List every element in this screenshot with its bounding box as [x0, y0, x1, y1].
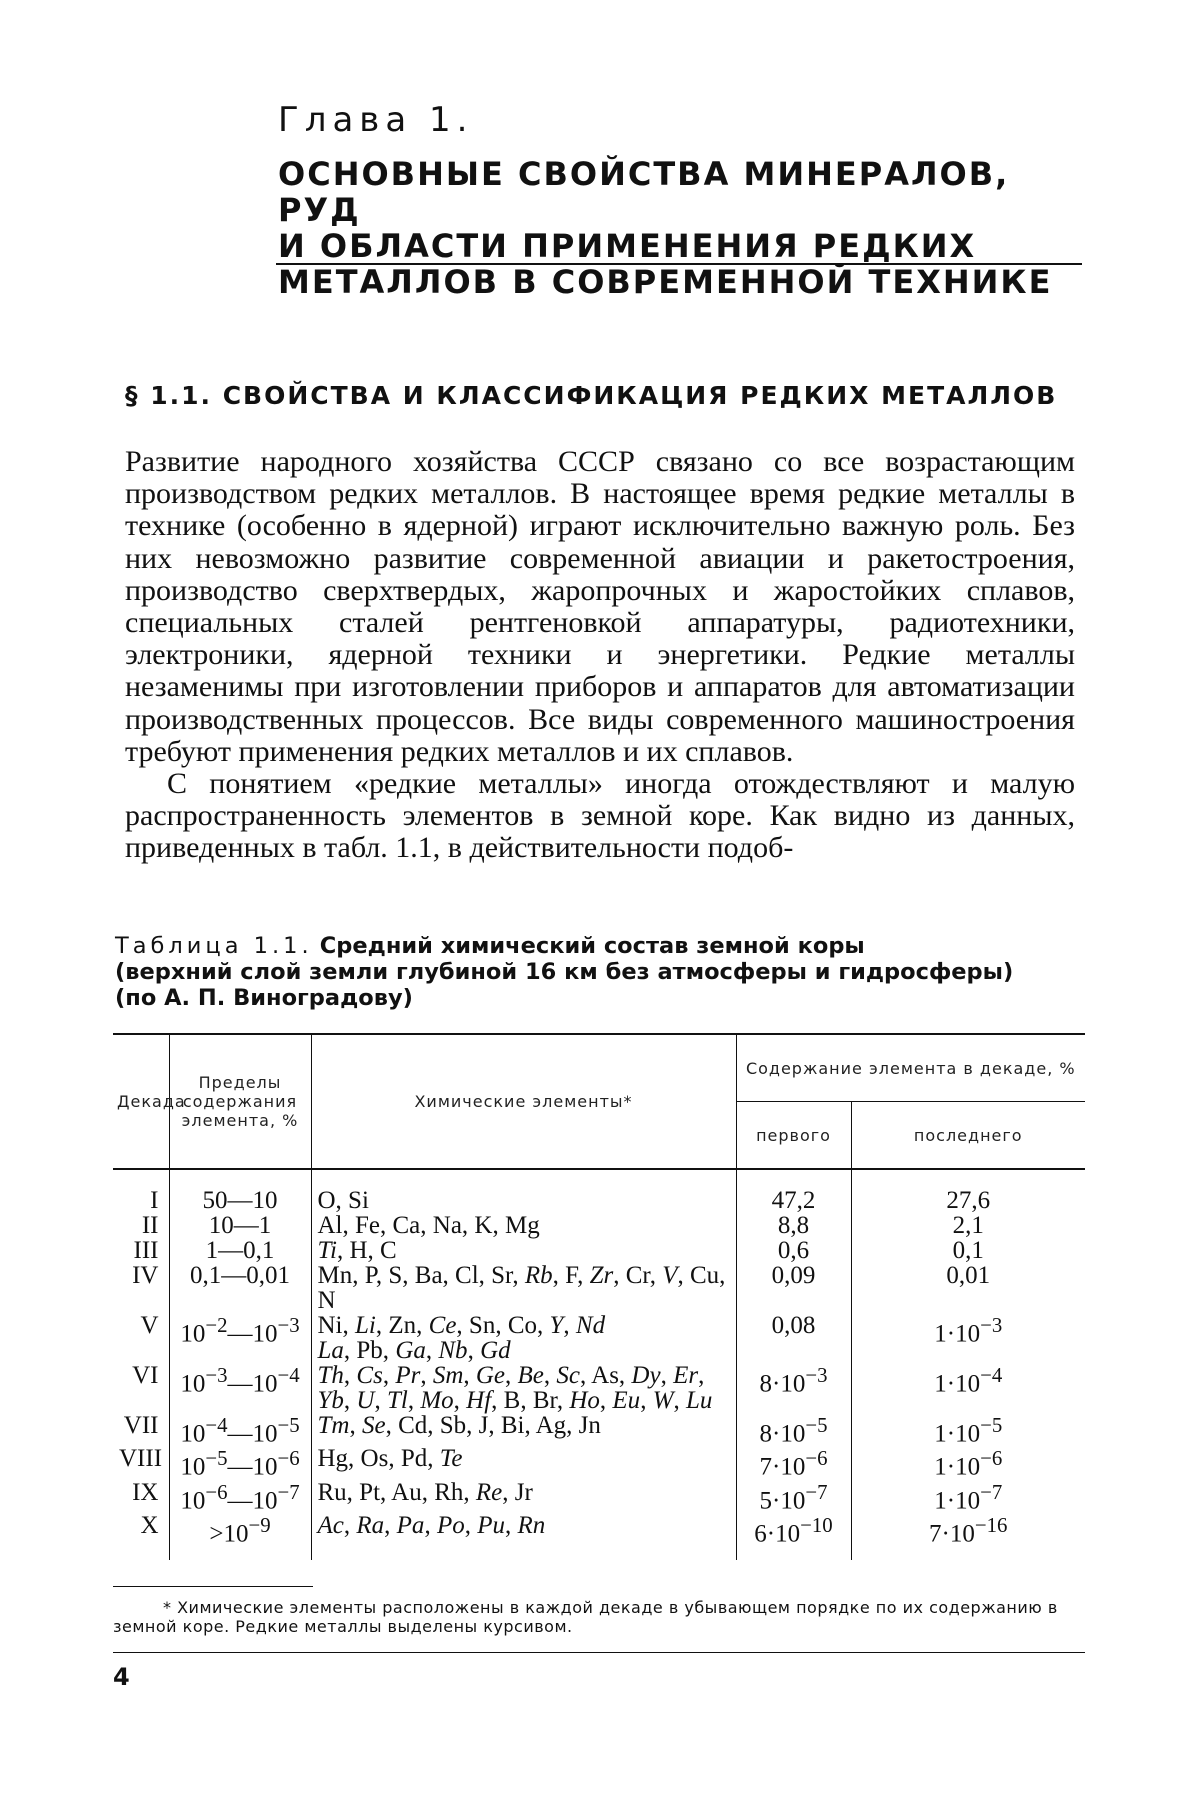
cell-decade: I: [113, 1169, 169, 1213]
cell-elements: O, Si: [311, 1169, 736, 1213]
cell-decade: IV: [113, 1263, 169, 1313]
table-row: [113, 1480, 1085, 1513]
table-row: [113, 1446, 1085, 1479]
section-heading: § 1.1. СВОЙСТВА И КЛАССИФИКАЦИЯ РЕДКИХ МЕТАЛЛОВ: [125, 381, 1058, 410]
table: [113, 1033, 1085, 1560]
paragraph: С понятием «редкие металлы» иногда отождествляют и малую распространенность элементов в земной коре. Как видно из данных, приведенных в табл. 1.1, в действительности подоб-: [125, 767, 1075, 865]
cell-last: 0,01: [851, 1263, 1085, 1313]
page-divider: [113, 1652, 1085, 1653]
table-row: [113, 1169, 1085, 1213]
cell-first: 8,8: [736, 1213, 851, 1238]
cell-limits: $10^{-5}—10^{-6}$: [169, 1446, 311, 1479]
table-caption-line-1: [115, 933, 1095, 959]
cell-limits: 10—1: [169, 1213, 311, 1238]
table-caption-title: Средний химический состав земной коры: [319, 933, 865, 959]
cell-first: $6\cdot 10^{-10}$: [736, 1513, 851, 1560]
cell-last: $1\cdot 10^{-6}$: [851, 1446, 1085, 1479]
table-caption-lead: Таблица 1.1.: [115, 933, 313, 959]
cell-elements: Ac, Ra, Pa, Po, Pu, Rn: [311, 1513, 736, 1560]
cell-last: $1\cdot 10^{-7}$: [851, 1480, 1085, 1513]
cell-last: 0,1: [851, 1238, 1085, 1263]
header-limits: Пределы содержания элемента, %: [169, 1034, 311, 1169]
header-last: последнего: [851, 1102, 1085, 1170]
cell-elements: Al, Fe, Ca, Na, K, Mg: [311, 1213, 736, 1238]
table-caption-line-3: (по А. П. Виноградову): [115, 985, 413, 1011]
footnote-divider: [113, 1586, 313, 1587]
header-decade: Декада: [113, 1034, 169, 1169]
footnote: * Химические элементы расположены в каждой декаде в убывающем порядке по их содержанию в земной коре. Редкие металлы выделены курсивом.: [113, 1598, 1058, 1636]
cell-first: 47,2: [736, 1169, 851, 1213]
cell-elements: Mn, P, S, Ba, Cl, Sr, Rb, F, Zr, Cr, V, Cu, N: [311, 1263, 736, 1313]
cell-last: $1\cdot 10^{-4}$: [851, 1363, 1085, 1413]
cell-first: $7\cdot 10^{-6}$: [736, 1446, 851, 1479]
cell-first: 0,6: [736, 1238, 851, 1263]
chapter-title-line: МЕТАЛЛОВ В СОВРЕМЕННОЙ ТЕХНИКЕ: [278, 263, 1053, 301]
table-caption-line-2: (верхний слой земли глубиной 16 км без атмосферы и гидросферы): [115, 959, 1014, 985]
cell-limits: 50—10: [169, 1169, 311, 1213]
cell-last: 27,6: [851, 1169, 1085, 1213]
chapter-title-line: И ОБЛАСТИ ПРИМЕНЕНИЯ РЕДКИХ: [278, 227, 977, 265]
cell-decade: X: [113, 1513, 169, 1560]
header-first: первого: [736, 1102, 851, 1170]
cell-limits: $10^{-2}—10^{-3}$: [169, 1313, 311, 1363]
cell-decade: VII: [113, 1413, 169, 1446]
cell-decade: VIII: [113, 1446, 169, 1479]
header-elements: Химические элементы*: [311, 1034, 736, 1169]
cell-last: 2,1: [851, 1213, 1085, 1238]
page-number: 4: [113, 1663, 130, 1691]
cell-decade: IX: [113, 1480, 169, 1513]
cell-limits: $>10^{-9}$: [169, 1513, 311, 1560]
table-row: [113, 1263, 1085, 1313]
chapter-label: Глава 1.: [278, 100, 474, 140]
chapter-title-line: ОСНОВНЫЕ СВОЙСТВА МИНЕРАЛОВ, РУД: [278, 155, 1010, 229]
cell-limits: $10^{-6}—10^{-7}$: [169, 1480, 311, 1513]
cell-limits: 1—0,1: [169, 1238, 311, 1263]
cell-elements: Ti, H, C: [311, 1238, 736, 1263]
cell-first: $8\cdot 10^{-5}$: [736, 1413, 851, 1446]
cell-elements: Hg, Os, Pd, Te: [311, 1446, 736, 1479]
cell-first: 0,09: [736, 1263, 851, 1313]
table-row: [113, 1213, 1085, 1238]
table-row: [113, 1238, 1085, 1263]
cell-elements: Th, Cs, Pr, Sm, Ge, Be, Sc, As, Dy, Er, Yb, U, Tl, Mo, Hf, B, Br, Ho, Eu, W, Lu: [311, 1363, 736, 1413]
table-caption: [115, 933, 1095, 1011]
cell-first: $5\cdot 10^{-7}$: [736, 1480, 851, 1513]
cell-elements: Tm, Se, Cd, Sb, J, Bi, Ag, Jn: [311, 1413, 736, 1446]
cell-decade: VI: [113, 1363, 169, 1413]
cell-decade: V: [113, 1313, 169, 1363]
cell-first: 0,08: [736, 1313, 851, 1363]
paragraph: Развитие народного хозяйства СССР связано со все возрастающим производством редких металлов. В настоящее время редкие металлы в технике (особенно в ядерной) играют исключительно важную роль. Без них невозможно развитие современной авиации и ракетостроения, производство сверхтвердых, жаропрочных и жаростойких сплавов, специальных сталей рентгеновкой аппаратуры, радиотехники, электроники, ядерной техники и энергетики. Редкие металлы незаменимы при изготовлении приборов и аппаратов для автоматизации производственных процессов. Все виды современного машиностроения требуют применения редких металлов и их сплавов.: [125, 445, 1075, 768]
cell-last: $1\cdot 10^{-5}$: [851, 1413, 1085, 1446]
cell-elements: Ru, Pt, Au, Rh, Re, Jr: [311, 1480, 736, 1513]
table-row: [113, 1313, 1085, 1363]
chapter-title: [278, 156, 1098, 300]
cell-limits: $10^{-4}—10^{-5}$: [169, 1413, 311, 1446]
cell-decade: III: [113, 1238, 169, 1263]
table-body: [113, 1169, 1085, 1560]
cell-last: $7\cdot 10^{-16}$: [851, 1513, 1085, 1560]
table-row: [113, 1363, 1085, 1413]
cell-limits: 0,1—0,01: [169, 1263, 311, 1313]
table-row: [113, 1513, 1085, 1560]
cell-first: $8\cdot 10^{-3}$: [736, 1363, 851, 1413]
header-content-group: Содержание элемента в декаде, %: [736, 1034, 1085, 1102]
body-text: [125, 446, 1075, 865]
title-divider: [276, 263, 1082, 265]
cell-elements: Ni, Li, Zn, Ce, Sn, Co, Y, Nd La, Pb, Ga, Nb, Gd: [311, 1313, 736, 1363]
composition-table: [113, 1033, 1085, 1560]
cell-limits: $10^{-3}—10^{-4}$: [169, 1363, 311, 1413]
table-row: [113, 1413, 1085, 1446]
cell-last: $1\cdot 10^{-3}$: [851, 1313, 1085, 1363]
cell-decade: II: [113, 1213, 169, 1238]
